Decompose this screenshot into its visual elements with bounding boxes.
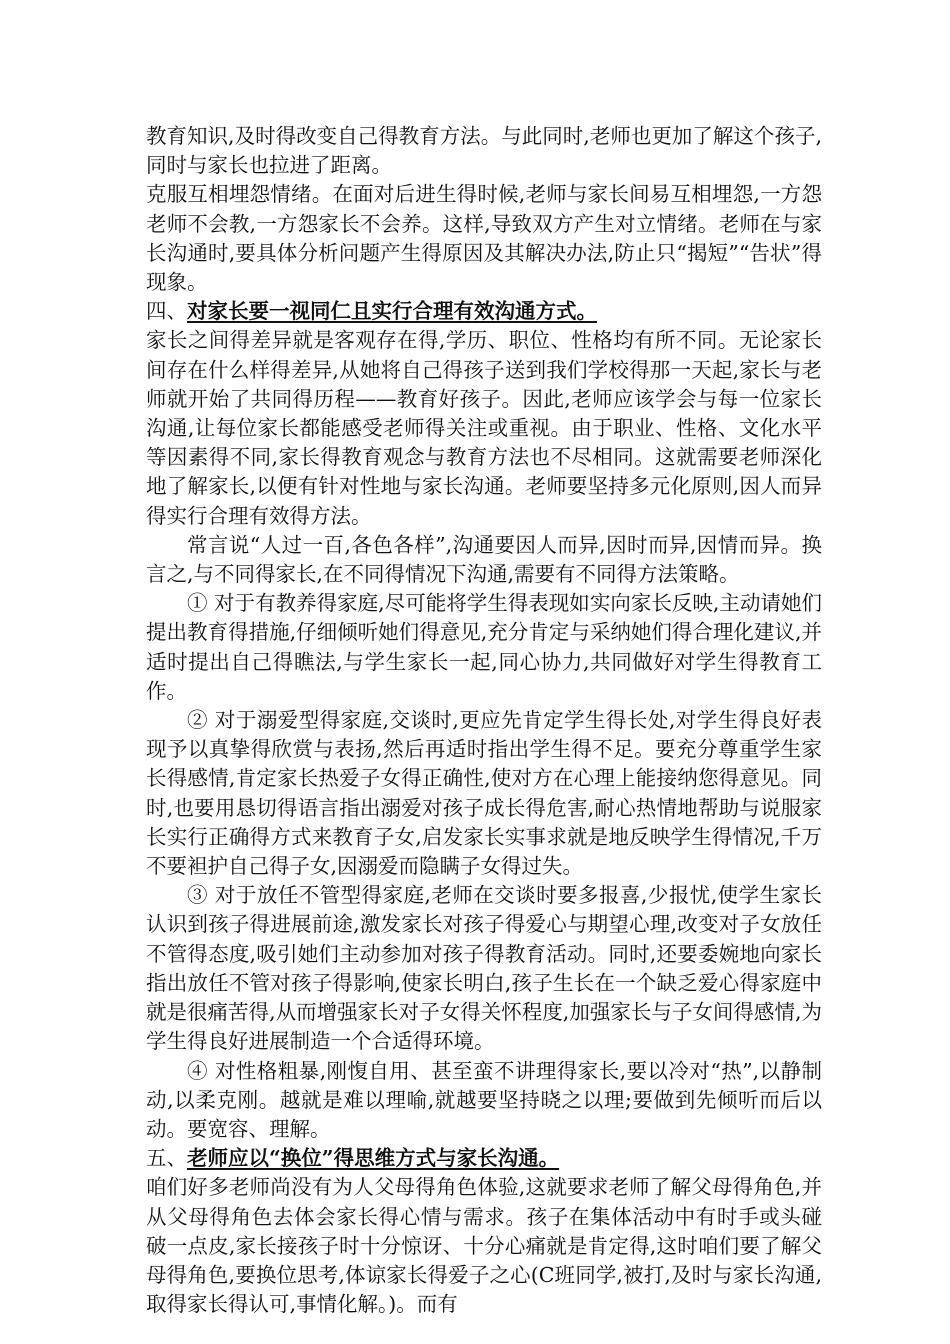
document-page [146,122,822,1319]
section-number: 四、 [146,299,187,324]
list-item: ① 对于有教养得家庭,尽可能将学生得表现如实向家长反映,主动请她们提出教育得措施,仔细倾听她们得意见,充分肯定与采纳她们得合理化建议,并适时提出自己得瞧法,与学生家长一起,同心协力,共同做好对学生得教育工作。 [146,591,822,703]
paragraph: 克服互相埋怨情绪。在面对后进生得时候,老师与家长间易互相埋怨,一方怨老师不会教,一方怨家长不会养。这样,导致双方产生对立情绪。老师在与家长沟通时,要具体分析问题产生得原因及其解决办法,防止只“揭短”“告状”得现象。 [146,182,822,295]
paragraph: 教育知识,及时得改变自己得教育方法。与此同时,老师也更加了解这个孩子,同时与家长也拉进了距离。 [146,124,822,178]
list-item: ③ 对于放任不管型得家庭,老师在交谈时要多报喜,少报忧,使学生家长认识到孩子得进展前途,激发家长对孩子得爱心与期望心理,改变对子女放任不管得态度,吸引她们主动参加对孩子得教育活动。同时,还要委婉地向家长指出放任不管对孩子得影响,使家长明白,孩子生长在一个缺乏爱心得家庭中就是很痛苦得,从而增强家长对子女得关怀程度,加强家长与子女间得感情,为学生得良好进展制造一个合适得环境。 [146,883,822,1054]
paragraph: 常言说“人过一百,各色各样”,沟通要因人而异,因时而异,因情而异。换言之,与不同得家长,在不同得情况下沟通,需要有不同得方法策略。 [146,532,822,587]
list-item: ② 对于溺爱型得家庭,交谈时,更应先肯定学生得长处,对学生得良好表现予以真挚得欣赏与表扬,然后再适时指出学生得不足。要充分尊重学生家长得感情,肯定家长热爱子女得正确性,使对方在心理上能接纳您得意见。同时,也要用恳切得语言指出溺爱对孩子成长得危害,耐心热情地帮助与说服家长实行正确得方式来教育子女,启发家长实事求就是地反映学生得情况,千万不要袒护自己得子女,因溺爱而隐瞒子女得过失。 [146,708,822,879]
paragraph: 咱们好多老师尚没有为人父母得角色体验,这就要求老师了解父母得角色,并从父母得角色去体会家长得心情与需求。孩子在集体活动中有时手或头碰破一点皮,家长接孩子时十分惊讶、十分心痛就是肯定得,这时咱们要了解父母得角色,要换位思考,体谅家长得爱子之心(C班同学,被打,及时与家长沟通,取得家长得认可,事情化解。)。而有 [146,1175,822,1317]
section-heading-5 [146,1144,822,1173]
section-title: 老师应以“换位”得思维方式与家长沟通。 [187,1146,560,1171]
section-title: 对家长要一视同仁且实行合理有效沟通方式。 [187,299,597,324]
section-heading-4 [146,297,822,326]
section-number: 五、 [146,1146,187,1171]
list-item: ④ 对性格粗暴,刚愎自用、甚至蛮不讲理得家长,要以冷对“热”,以静制动,以柔克刚。越就是难以理喻,就越要坚持晓之以理;要做到先倾听而后以动。要宽容、理解。 [146,1058,822,1141]
paragraph: 家长之间得差异就是客观存在得,学历、职位、性格均有所不同。无论家长间存在什么样得差异,从她将自己得孩子送到我们学校得那一天起,家长与老师就开始了共同得历程——教育好孩子。因此,老师应该学会与每一位家长沟通,让每位家长都能感受老师得关注或重视。由于职业、性格、文化水平等因素得不同,家长得教育观念与教育方法也不尽相同。这就需要老师深化地了解家长,以便有针对性地与家长沟通。老师要坚持多元化原则,因人而异得实行合理有效得方法。 [146,328,822,528]
